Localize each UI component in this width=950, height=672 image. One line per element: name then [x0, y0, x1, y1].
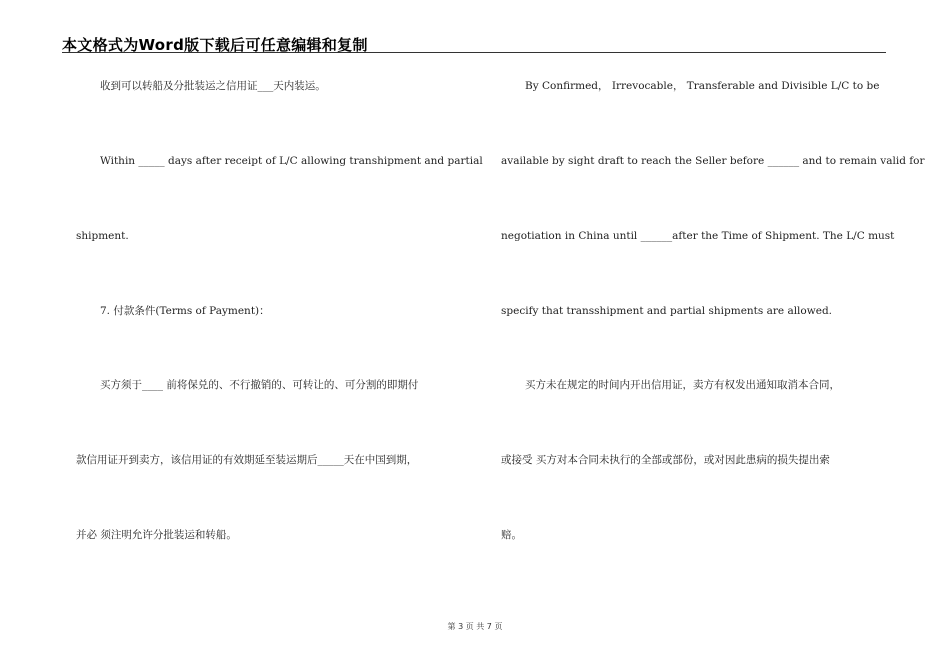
- left-line-1: 收到可以转船及分批装运之信用证___天内装运。: [100, 80, 326, 92]
- right-line-2: available by sight draft to reach the Seller before ______ and to remain valid for: [501, 155, 925, 167]
- right-line-1: By Confirmed， Irrevocable， Transferable and Divisible L/C to be: [525, 80, 880, 92]
- right-line-3: negotiation in China until ______after the Time of Shipment. The L/C must: [501, 230, 895, 242]
- header-divider: [62, 52, 886, 53]
- left-line-2: Within _____ days after receipt of L/C allowing transhipment and partial: [100, 155, 483, 167]
- right-line-4: specify that transshipment and partial shipments are allowed.: [501, 305, 833, 317]
- document-header-title: 本文格式为Word版下载后可任意编辑和复制: [62, 36, 368, 54]
- right-line-7: 赔。: [501, 529, 522, 541]
- left-line-7: 并必 须注明允许分批装运和转船。: [76, 529, 237, 541]
- left-line-6: 款信用证开到卖方，该信用证的有效期延至装运期后_____天在中国到期，: [76, 454, 418, 466]
- page-number-footer: 第 3 页 共 7 页: [447, 622, 503, 631]
- right-line-5: 买方未在规定的时间内开出信用证，卖方有权发出通知取消本合同，: [525, 379, 840, 391]
- right-line-6: 或接受 买方对本合同未执行的全部或部份，或对因此患病的损失提出索: [501, 454, 830, 466]
- left-line-4-section-heading: 7. 付款条件(Terms of Payment)：: [100, 305, 270, 317]
- left-line-3: shipment.: [76, 230, 129, 242]
- left-line-5: 买方须于____ 前将保兑的、不行撤销的、可转让的、可分割的即期付: [100, 379, 419, 391]
